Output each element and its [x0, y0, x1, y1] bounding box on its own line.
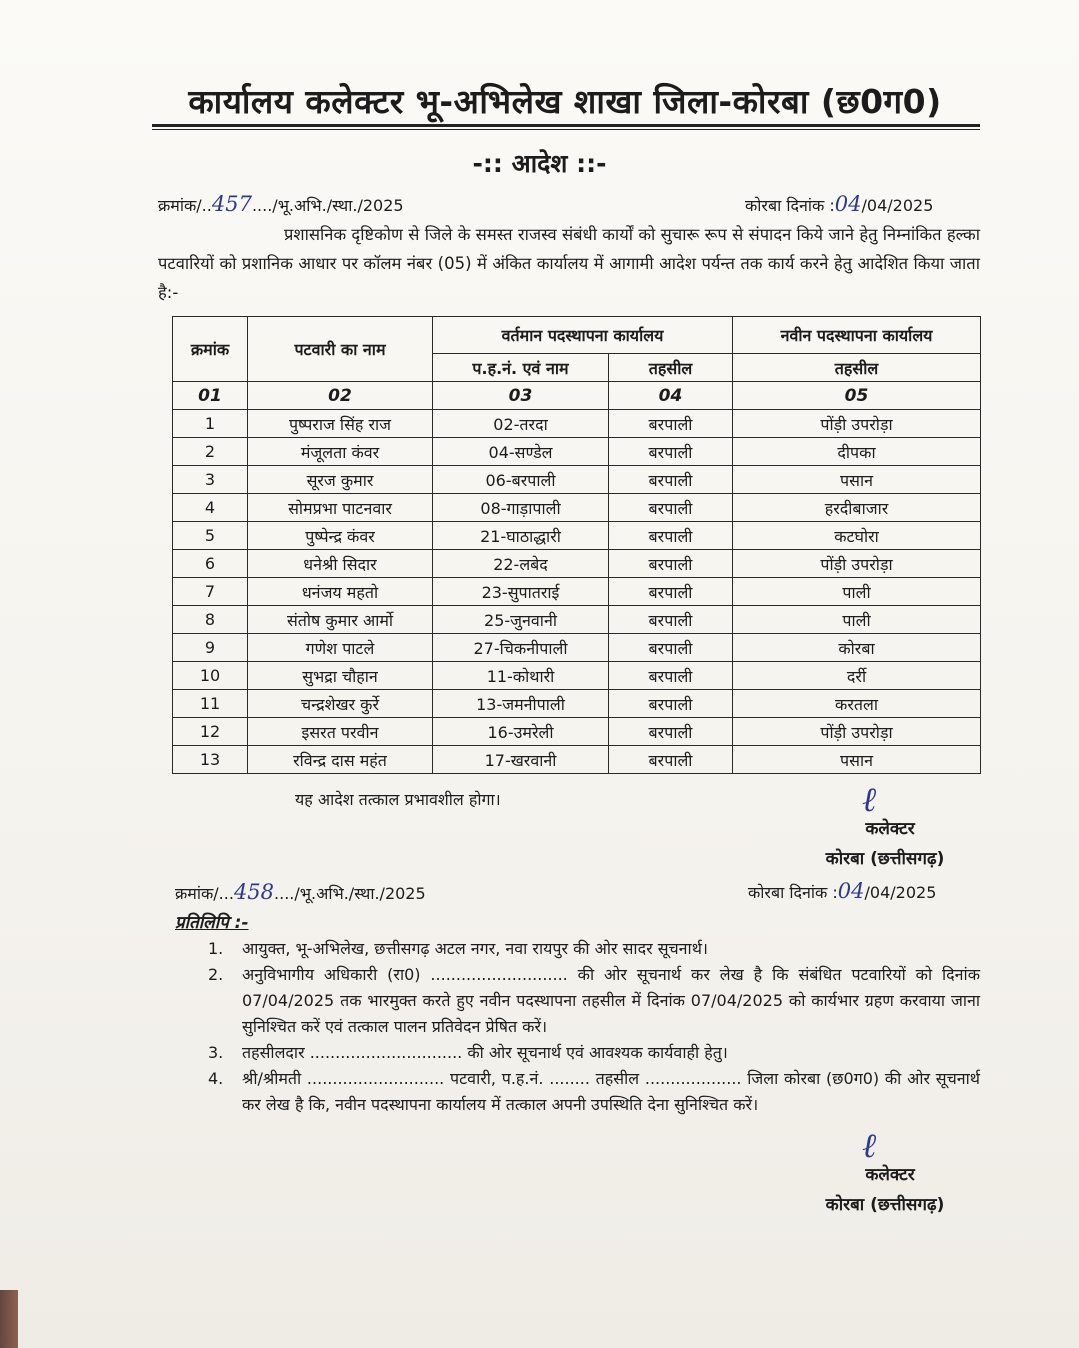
cell-patwari-name: धनंजय महतो	[248, 578, 433, 606]
cell-halka: 16-उमरेली	[433, 718, 609, 746]
handwritten-ref-number: 457	[211, 192, 252, 216]
cell-halka: 06-बरपाली	[433, 466, 609, 494]
handwritten-date-day: 04	[834, 192, 862, 216]
table-row	[173, 410, 981, 438]
table-row	[173, 522, 981, 550]
photo-edge-shadow	[0, 1290, 18, 1348]
cell-tehsil: बरपाली	[609, 718, 733, 746]
order-date	[745, 192, 933, 216]
ref-suffix: ..../भू.अभि./स्था./2025	[251, 196, 404, 215]
header-halka-number: प.ह.नं. एवं नाम	[433, 354, 609, 382]
cell-patwari-name: मंजूलता कंवर	[248, 438, 433, 466]
copy-heading: प्रतिलिपि :-	[175, 913, 249, 933]
effect-note: यह आदेश तत्काल प्रभावशील होगा।	[295, 790, 501, 809]
signer-place: कोरबा (छत्तीसगढ़)	[825, 849, 945, 869]
copy-item-text: श्री/श्रीमती ........................... पटवारी, प.ह.नं. ........ तहसील ................... जिला कोरबा (छ0ग0) की ओर सूचनार्थ कर लेख है कि, नवीन पदस्थापना कार्यालय में तत्काल अपनी उपस्थिति देना सुनिश्चित करें।	[242, 1069, 980, 1114]
cell-serial: 1	[173, 410, 248, 438]
cell-halka: 17-खरवानी	[433, 746, 609, 774]
table-row	[173, 438, 981, 466]
cell-tehsil: बरपाली	[609, 522, 733, 550]
cell-serial: 9	[173, 634, 248, 662]
header-patwari-name: पटवारी का नाम	[248, 317, 433, 382]
date-suffix: /04/2025	[861, 196, 934, 215]
cell-halka: 02-तरदा	[433, 410, 609, 438]
table-row	[173, 606, 981, 634]
cell-patwari-name: सुभद्रा चौहान	[248, 662, 433, 690]
cell-tehsil: बरपाली	[609, 690, 733, 718]
table-row	[173, 550, 981, 578]
table-row	[173, 578, 981, 606]
ref-prefix: क्रमांक/...	[175, 884, 234, 903]
cell-serial: 13	[173, 746, 248, 774]
header-tehsil: तहसील	[609, 354, 733, 382]
column-number-row	[173, 382, 981, 410]
copy-item	[208, 1040, 980, 1066]
cell-new-tehsil: दर्री	[733, 662, 981, 690]
transfer-table	[172, 316, 981, 774]
copy-item-text: अनुविभागीय अधिकारी (रा0) ........................... की ओर सूचनार्थ कर लेख है कि संबंधित पटवारियों को दिनांक 07/04/2025 तक भारमुक्त करते हुए नवीन पदस्थापना तहसील में दिनांक 07/04/2025 को कार्यभार ग्रहण करवाया जाना सुनिश्चित करें एवं तत्काल पालन प्रतिवेदन प्रेषित करें।	[242, 965, 980, 1036]
cell-serial: 3	[173, 466, 248, 494]
cell-serial: 8	[173, 606, 248, 634]
column-number: 02	[248, 382, 433, 410]
order-heading: -:: आदेश ::-	[472, 149, 607, 178]
collector-signature: ℓ	[862, 1126, 877, 1166]
cell-new-tehsil: करतला	[733, 690, 981, 718]
copy-item	[208, 1066, 980, 1118]
cell-new-tehsil: पसान	[733, 466, 981, 494]
cell-patwari-name: इसरत परवीन	[248, 718, 433, 746]
cell-tehsil: बरपाली	[609, 438, 733, 466]
header-serial: क्रमांक	[173, 317, 248, 382]
cell-serial: 5	[173, 522, 248, 550]
cell-serial: 12	[173, 718, 248, 746]
copy-item-number: 4.	[208, 1069, 224, 1088]
table-row	[173, 494, 981, 522]
cell-serial: 10	[173, 662, 248, 690]
copy-item-text: आयुक्त, भू-अभिलेख, छत्तीसगढ़ अटल नगर, नवा रायपुर की ओर सादर सूचनार्थ।	[242, 939, 708, 958]
cell-halka: 25-जुनवानी	[433, 606, 609, 634]
signer-designation: कलेक्टर	[865, 1165, 915, 1185]
cell-new-tehsil: पोंड़ी उपरोड़ा	[733, 410, 981, 438]
column-number: 03	[433, 382, 609, 410]
cell-halka: 08-गाड़ापाली	[433, 494, 609, 522]
column-number: 05	[733, 382, 981, 410]
ref-suffix: ..../भू.अभि./स्था./2025	[274, 884, 426, 903]
cell-halka: 13-जमनीपाली	[433, 690, 609, 718]
header-new-posting: नवीन पदस्थापना कार्यालय	[733, 317, 981, 354]
column-number: 04	[609, 382, 733, 410]
copy-item-number: 3.	[208, 1043, 224, 1062]
cell-tehsil: बरपाली	[609, 746, 733, 774]
cell-halka: 27-चिकनीपाली	[433, 634, 609, 662]
cell-halka: 22-लबेद	[433, 550, 609, 578]
header-new-tehsil: तहसील	[733, 354, 981, 382]
cell-patwari-name: रविन्द्र दास महंत	[248, 746, 433, 774]
copy-reference	[175, 880, 426, 904]
copy-item-number: 1.	[208, 939, 224, 958]
header-current-posting: वर्तमान पदस्थापना कार्यालय	[433, 317, 733, 354]
table-row	[173, 634, 981, 662]
date-suffix: /04/2025	[864, 883, 937, 902]
cell-new-tehsil: कटघोरा	[733, 522, 981, 550]
cell-patwari-name: सोमप्रभा पाटनवार	[248, 494, 433, 522]
cell-serial: 2	[173, 438, 248, 466]
cell-tehsil: बरपाली	[609, 662, 733, 690]
cell-patwari-name: सूरज कुमार	[248, 466, 433, 494]
copy-item	[208, 962, 980, 1040]
date-prefix: कोरबा दिनांक :	[745, 196, 835, 215]
copy-date	[748, 879, 936, 903]
cell-new-tehsil: पोंड़ी उपरोड़ा	[733, 718, 981, 746]
table-body	[173, 382, 981, 774]
intro-paragraph: प्रशासनिक दृष्टिकोण से जिले के समस्त राजस्व संबंधी कार्यों को सुचारू रूप से संपादन किये जाने हेतु निम्नांकित हल्का पटवारियों को प्रशानिक आधार पर कॉलम नंबर (05) में अंकित कार्यालय में आगामी आदेश पर्यन्त तक कार्य करने हेतु आदेशित किया जाता है:-	[158, 225, 980, 302]
cell-patwari-name: पुष्पेन्द्र कंवर	[248, 522, 433, 550]
signer-designation: कलेक्टर	[865, 819, 915, 839]
cell-new-tehsil: पाली	[733, 578, 981, 606]
cell-new-tehsil: पसान	[733, 746, 981, 774]
handwritten-ref-number: 458	[233, 880, 275, 904]
cell-serial: 6	[173, 550, 248, 578]
copy-list	[208, 936, 980, 1118]
cell-serial: 11	[173, 690, 248, 718]
signer-place: कोरबा (छत्तीसगढ़)	[825, 1195, 945, 1215]
date-prefix: कोरबा दिनांक :	[748, 883, 838, 902]
cell-patwari-name: पुष्पराज सिंह राज	[248, 410, 433, 438]
cell-patwari-name: चन्द्रशेखर कुर्रे	[248, 690, 433, 718]
cell-new-tehsil: हरदीबाजार	[733, 494, 981, 522]
title-rule-thick	[152, 124, 980, 127]
collector-signature: ℓ	[862, 780, 877, 820]
column-number: 01	[173, 382, 248, 410]
office-title: कार्यालय कलेक्टर भू-अभिलेख शाखा जिला-कोरबा (छ0ग0)	[188, 82, 942, 121]
cell-new-tehsil: कोरबा	[733, 634, 981, 662]
title-rule-thin	[152, 129, 980, 130]
cell-serial: 4	[173, 494, 248, 522]
cell-serial: 7	[173, 578, 248, 606]
cell-new-tehsil: पोंड़ी उपरोड़ा	[733, 550, 981, 578]
cell-tehsil: बरपाली	[609, 578, 733, 606]
cell-patwari-name: गणेश पाटले	[248, 634, 433, 662]
cell-tehsil: बरपाली	[609, 466, 733, 494]
table-row	[173, 466, 981, 494]
cell-patwari-name: संतोष कुमार आर्मो	[248, 606, 433, 634]
cell-new-tehsil: पाली	[733, 606, 981, 634]
cell-tehsil: बरपाली	[609, 494, 733, 522]
cell-tehsil: बरपाली	[609, 410, 733, 438]
ref-prefix: क्रमांक/..	[158, 196, 212, 215]
copy-item	[208, 936, 980, 962]
cell-halka: 23-सुपातराई	[433, 578, 609, 606]
copy-item-number: 2.	[208, 965, 224, 984]
table-row	[173, 690, 981, 718]
cell-halka: 21-घाठाद्धारी	[433, 522, 609, 550]
table-row	[173, 718, 981, 746]
cell-new-tehsil: दीपका	[733, 438, 981, 466]
table-row	[173, 662, 981, 690]
order-reference	[158, 192, 404, 216]
cell-tehsil: बरपाली	[609, 606, 733, 634]
handwritten-date-day: 04	[837, 879, 865, 903]
copy-item-text: तहसीलदार .............................. की ओर सूचनार्थ एवं आवश्यक कार्यवाही हेतु।	[242, 1043, 728, 1062]
cell-tehsil: बरपाली	[609, 634, 733, 662]
cell-halka: 11-कोथारी	[433, 662, 609, 690]
cell-tehsil: बरपाली	[609, 550, 733, 578]
cell-halka: 04-सण्डेल	[433, 438, 609, 466]
table-row	[173, 746, 981, 774]
cell-patwari-name: धनेश्री सिदार	[248, 550, 433, 578]
